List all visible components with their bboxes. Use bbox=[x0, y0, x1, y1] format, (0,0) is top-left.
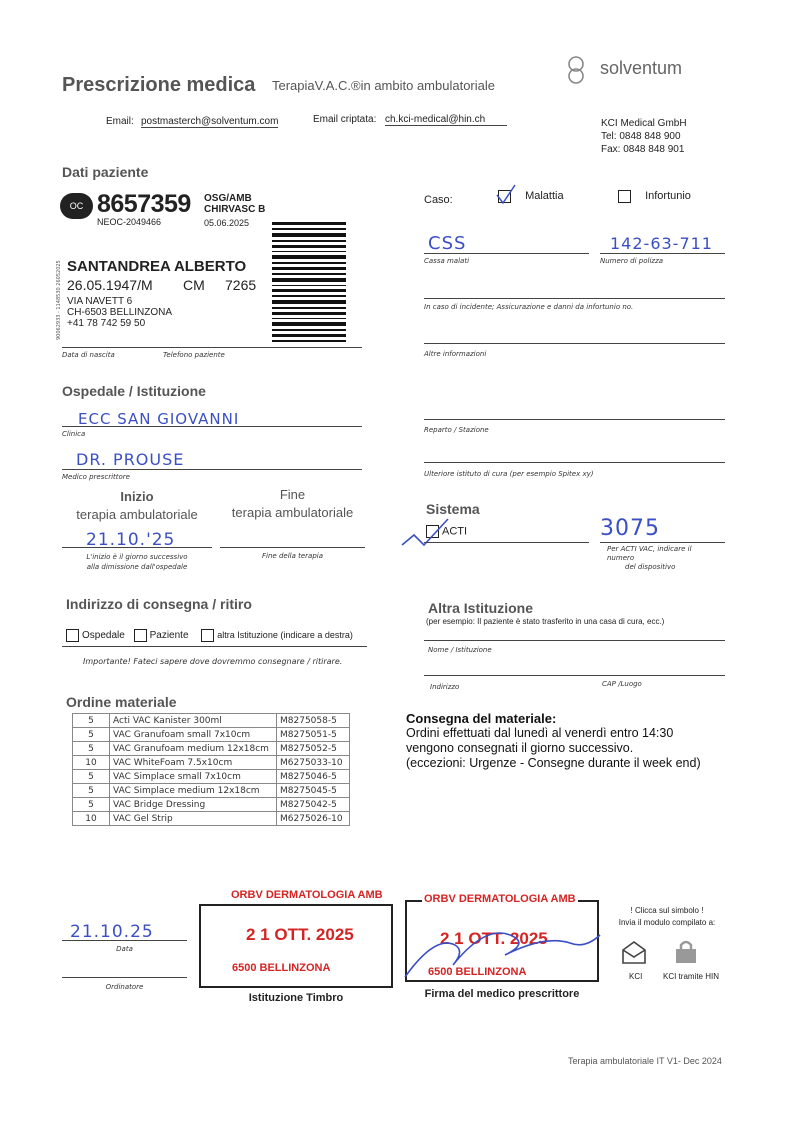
click-line2: Invia il modulo compilato a: bbox=[618, 918, 716, 927]
patient-phone: +41 78 742 59 50 bbox=[67, 318, 146, 329]
case-disease-option[interactable] bbox=[498, 190, 564, 203]
stamp2-label: Firma del medico prescrittore bbox=[424, 988, 580, 1000]
doctor-line bbox=[62, 469, 362, 470]
device-note-3: del dispositivo bbox=[625, 563, 676, 571]
envelope-icon bbox=[620, 938, 648, 966]
secure-email-label: Email criptata: bbox=[313, 114, 377, 125]
accident-checkbox[interactable] bbox=[618, 190, 631, 203]
material-code[interactable]: M8275046-5 bbox=[277, 770, 350, 784]
other-address-label: Indirizzo bbox=[430, 683, 460, 691]
footer-date-label: Data bbox=[116, 945, 133, 953]
delivery-patient-option[interactable] bbox=[134, 630, 189, 641]
start-title-1: Inizio bbox=[120, 489, 154, 504]
device-line bbox=[600, 542, 725, 543]
clinic-line bbox=[62, 426, 362, 427]
patient-address bbox=[67, 296, 172, 329]
device-note-2: numero bbox=[607, 554, 635, 562]
end-line[interactable] bbox=[220, 547, 365, 548]
stamp1-line3: 6500 BELLINZONA bbox=[232, 962, 331, 974]
ward-label: Reparto / Stazione bbox=[424, 426, 489, 434]
material-qty[interactable]: 5 bbox=[73, 714, 110, 728]
footer-date-line bbox=[62, 940, 187, 941]
material-desc[interactable]: VAC Granufoam medium 12x18cm bbox=[110, 742, 277, 756]
device-note bbox=[607, 545, 692, 572]
footer-date-value[interactable]: 21.10.25 bbox=[70, 922, 154, 942]
stamp2-line3: 6500 BELLINZONA bbox=[428, 966, 527, 978]
start-note bbox=[62, 552, 212, 572]
therapy-end-title bbox=[220, 486, 365, 522]
clinic-value[interactable]: ECC SAN GIOVANNI bbox=[78, 410, 240, 428]
acti-line bbox=[424, 542, 589, 543]
ward-line[interactable] bbox=[424, 419, 725, 420]
kci-label: KCI bbox=[629, 972, 643, 981]
material-code[interactable]: M8275051-5 bbox=[277, 728, 350, 742]
material-code[interactable]: M8275045-5 bbox=[277, 784, 350, 798]
consegna-line2: vengono consegnati il giorno successivo. bbox=[406, 741, 634, 755]
neoc-number: NEOC-2049466 bbox=[97, 217, 162, 227]
table-row bbox=[73, 798, 350, 812]
company-tel: Tel: 0848 848 900 bbox=[601, 131, 681, 142]
patient-checkbox[interactable] bbox=[134, 629, 147, 642]
delivery-options bbox=[66, 629, 353, 642]
other-institution-title: Altra Istituzione bbox=[428, 600, 534, 616]
stamp1-line1: ORBV DERMATOLOGIA AMB bbox=[231, 889, 383, 901]
table-row bbox=[73, 714, 350, 728]
unit-code bbox=[204, 193, 265, 215]
material-qty[interactable]: 5 bbox=[73, 798, 110, 812]
material-code[interactable]: M6275026-10 bbox=[277, 812, 350, 826]
table-row bbox=[73, 756, 350, 770]
send-kci-button[interactable] bbox=[620, 938, 648, 970]
table-row bbox=[73, 812, 350, 826]
material-code[interactable]: M8275052-5 bbox=[277, 742, 350, 756]
material-desc[interactable]: VAC Bridge Dressing bbox=[110, 798, 277, 812]
company-contact bbox=[601, 117, 687, 156]
other-institute-label: Ulteriore istituto di cura (per esempio Spitex xy) bbox=[424, 470, 594, 478]
address-line2: CH-6503 BELLINZONA bbox=[67, 307, 173, 318]
side-code: 90062933 - 1148530 26052025 bbox=[56, 260, 62, 340]
stamp1-label: Istituzione Timbro bbox=[248, 992, 344, 1004]
patient-name: SANTANDREA ALBERTO bbox=[67, 258, 247, 275]
system-section-title: Sistema bbox=[426, 501, 480, 517]
checkmark-icon bbox=[495, 183, 517, 205]
barcode bbox=[272, 222, 346, 348]
opt-hospital-label: Ospedale bbox=[82, 630, 125, 642]
send-instructions bbox=[612, 905, 722, 929]
other-zip-label: CAP /Luogo bbox=[602, 680, 642, 688]
patient-code1: CM bbox=[183, 277, 205, 293]
table-row bbox=[73, 784, 350, 798]
materials-section-title: Ordine materiale bbox=[66, 694, 177, 710]
material-qty[interactable]: 5 bbox=[73, 742, 110, 756]
policy-value[interactable]: 142-63-711 bbox=[610, 234, 713, 253]
insurer-label: Cassa malati bbox=[424, 257, 470, 265]
material-qty[interactable]: 5 bbox=[73, 784, 110, 798]
acti-label: ACTI bbox=[442, 525, 468, 538]
other-institution-example: (per esempio: Il paziente è stato trasferito in una casa di cura, ecc.) bbox=[426, 617, 665, 626]
material-desc[interactable]: VAC Granufoam small 7x10cm bbox=[110, 728, 277, 742]
phone-label: Telefono paziente bbox=[163, 351, 225, 359]
device-number-value[interactable]: 3075 bbox=[600, 516, 660, 541]
patient-birth: 26.05.1947/M bbox=[67, 277, 153, 293]
end-title-1: Fine bbox=[279, 487, 306, 502]
consegna-title: Consegna del materiale: bbox=[406, 711, 557, 726]
patient-line bbox=[62, 347, 362, 348]
secure-envelope-icon bbox=[672, 938, 700, 966]
other-institute-line[interactable] bbox=[424, 462, 725, 463]
case-label: Caso: bbox=[424, 194, 453, 206]
accident-line[interactable] bbox=[424, 298, 725, 299]
consegna-line3: (eccezioni: Urgenze - Consegne durante il week end) bbox=[406, 756, 701, 770]
start-line bbox=[62, 547, 212, 548]
insurer-value[interactable]: CSS bbox=[428, 233, 467, 254]
material-desc[interactable]: VAC WhiteFoam 7.5x10cm bbox=[110, 756, 277, 770]
label-date: 05.06.2025 bbox=[204, 218, 250, 228]
delivery-note: Importante! Fateci sapere dove dovremmo consegnare / ritirare. bbox=[83, 657, 343, 666]
stamp1-date: 2 1 OTT. 2025 bbox=[246, 925, 354, 944]
disease-label: Malattia bbox=[525, 190, 564, 203]
case-number: 8657359 bbox=[97, 190, 191, 218]
hospital-section-title: Ospedale / Istituzione bbox=[62, 383, 206, 399]
brand-name: solventum bbox=[600, 58, 683, 78]
stamp2-date: 2 1 OTT. 2025 bbox=[440, 929, 548, 948]
materials-table bbox=[72, 713, 350, 826]
therapy-start-title bbox=[62, 488, 212, 524]
material-code[interactable]: M8275042-5 bbox=[277, 798, 350, 812]
material-code[interactable]: M8275058-5 bbox=[277, 714, 350, 728]
material-qty[interactable]: 5 bbox=[73, 770, 110, 784]
stamp-box-1[interactable] bbox=[199, 904, 393, 988]
other-checkbox[interactable] bbox=[201, 629, 214, 642]
opt-patient-label: Paziente bbox=[149, 630, 189, 642]
hin-label: KCI tramite HIN bbox=[663, 972, 720, 981]
material-qty[interactable]: 10 bbox=[73, 756, 110, 770]
start-title-2: terapia ambulatoriale bbox=[76, 507, 198, 522]
dob-label: Data di nascita bbox=[62, 351, 115, 359]
clinic-label: Clinica bbox=[62, 430, 86, 438]
barcode-icon bbox=[272, 222, 346, 348]
insurer-line bbox=[424, 253, 589, 254]
consegna-line1: Ordini effettuati dal lunedì al venerdì entro 14:30 bbox=[406, 726, 674, 740]
address-line1: VIA NAVETT 6 bbox=[67, 296, 133, 307]
disease-checkbox[interactable] bbox=[498, 190, 511, 203]
material-desc[interactable]: VAC Simplace medium 12x18cm bbox=[110, 784, 277, 798]
unit-line1: OSG/AMB bbox=[204, 193, 252, 204]
other-address-line[interactable] bbox=[424, 675, 725, 676]
table-row bbox=[73, 770, 350, 784]
other-name-label: Nome / Istituzione bbox=[428, 646, 492, 654]
stamp2-line1: ORBV DERMATOLOGIA AMB bbox=[424, 893, 576, 905]
secure-email-link[interactable]: ch.kci-medical@hin.ch bbox=[385, 114, 507, 126]
material-qty[interactable]: 10 bbox=[73, 812, 110, 826]
orderer-line[interactable] bbox=[62, 977, 187, 978]
policy-label: Numero di polizza bbox=[600, 257, 664, 265]
patient-badge: OC bbox=[60, 193, 93, 219]
patient-section-title: Dati paziente bbox=[62, 164, 149, 180]
delivery-section-title: Indirizzo di consegna / ritiro bbox=[66, 596, 252, 612]
material-desc[interactable]: VAC Gel Strip bbox=[110, 812, 277, 826]
patient-code2: 7265 bbox=[225, 277, 257, 293]
table-row bbox=[73, 742, 350, 756]
therapy-start-value[interactable]: 21.10.'25 bbox=[86, 530, 176, 550]
start-note-1: L'inizio è il giorno successivo bbox=[86, 553, 188, 561]
other-info-line[interactable] bbox=[424, 343, 725, 344]
opt-other-label: altra Istituzione (indicare a destra) bbox=[217, 630, 353, 641]
material-qty[interactable]: 5 bbox=[73, 728, 110, 742]
material-desc[interactable]: VAC Simplace small 7x10cm bbox=[110, 770, 277, 784]
form-version: Terapia ambulatoriale IT V1- Dec 2024 bbox=[568, 1056, 722, 1066]
delivery-hospital-option[interactable] bbox=[66, 630, 125, 641]
device-note-1: Per ACTI VAC, indicare il bbox=[607, 545, 692, 553]
accident-info-label: In caso di incidente; Assicurazione e danni da infortunio no. bbox=[424, 303, 634, 311]
email-link[interactable]: postmasterch@solventum.com bbox=[141, 116, 279, 127]
material-desc[interactable]: Acti VAC Kanister 300ml bbox=[110, 714, 277, 728]
hospital-checkbox[interactable] bbox=[66, 629, 79, 642]
accident-label: Infortunio bbox=[645, 190, 691, 203]
doctor-value[interactable]: DR. PROUSE bbox=[76, 450, 185, 469]
doctor-label: Medico prescrittore bbox=[62, 473, 130, 481]
start-note-2: alla dimissione dall'ospedale bbox=[86, 563, 188, 571]
unit-line2: CHIRVASC B bbox=[204, 204, 266, 215]
delivery-other-option[interactable] bbox=[201, 630, 353, 641]
other-info-label: Altre informazioni bbox=[424, 350, 487, 358]
policy-line bbox=[600, 253, 725, 254]
table-row bbox=[73, 728, 350, 742]
company-name: KCI Medical GmbH bbox=[601, 118, 687, 129]
end-title-2: terapia ambulatoriale bbox=[231, 505, 354, 520]
other-name-line[interactable] bbox=[424, 640, 725, 641]
page-subtitle: TerapiaV.A.C.®in ambito ambulatoriale bbox=[272, 78, 495, 93]
company-fax: Fax: 0848 848 901 bbox=[601, 144, 685, 155]
solventum-logo-icon bbox=[563, 54, 597, 86]
material-code[interactable]: M6275033-10 bbox=[277, 756, 350, 770]
case-accident-option[interactable] bbox=[618, 190, 691, 203]
orderer-label: Ordinatore bbox=[105, 983, 144, 991]
page-title: Prescrizione medica bbox=[62, 74, 256, 96]
consegna-text bbox=[406, 726, 701, 771]
click-line1: ! Clicca sul simbolo ! bbox=[630, 906, 704, 915]
solventum-logo bbox=[563, 54, 597, 90]
doctor-signature-icon bbox=[395, 905, 610, 985]
email-label: Email: bbox=[106, 116, 134, 127]
acti-checkmark-icon bbox=[400, 515, 460, 555]
delivery-line bbox=[62, 646, 367, 647]
end-label: Fine della terapia bbox=[262, 552, 323, 560]
send-hin-button[interactable] bbox=[672, 938, 700, 970]
